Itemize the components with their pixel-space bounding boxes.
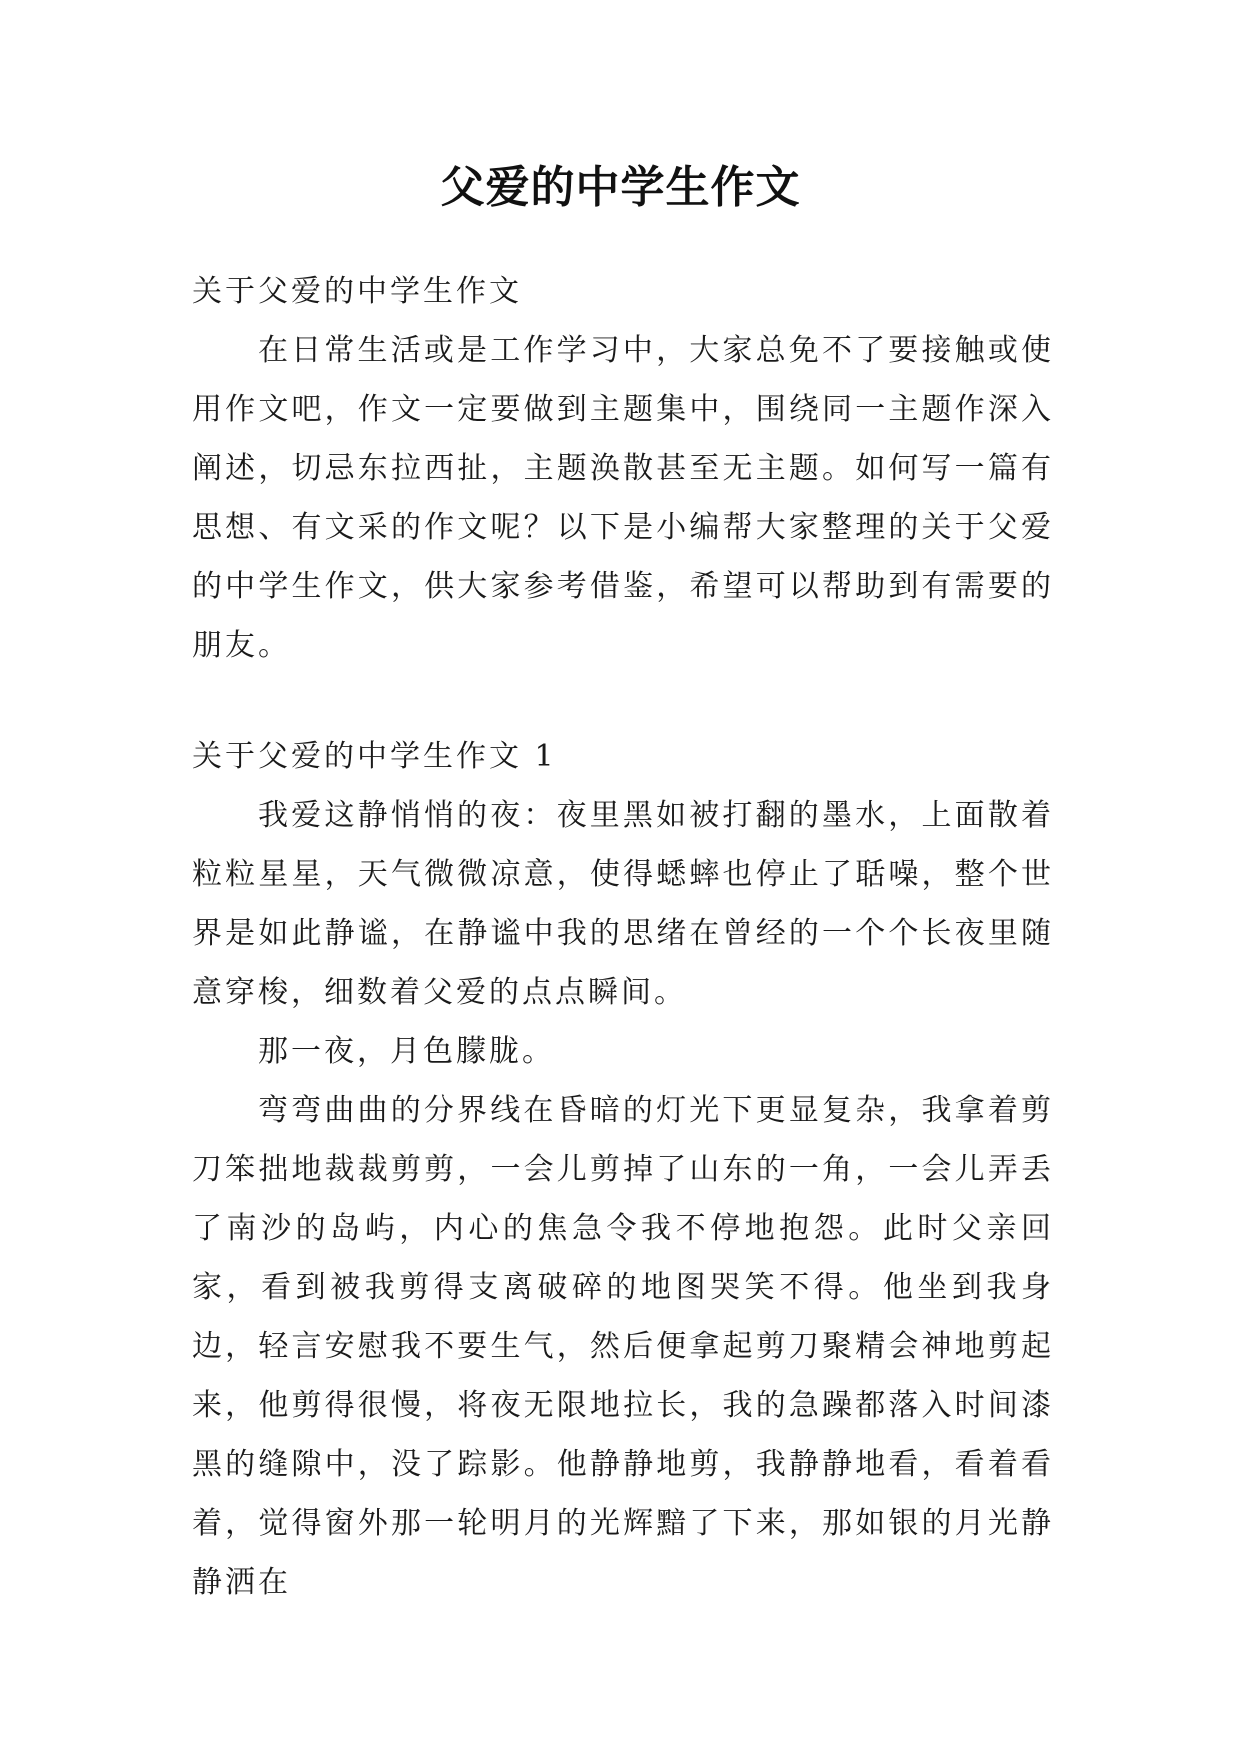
- intro-paragraph: 在日常生活或是工作学习中，大家总免不了要接触或使用作文吧，作文一定要做到主题集中，围绕同一主题作深入阐述，切忌东拉西扯，主题涣散甚至无主题。如何写一篇有思想、有文采的作文呢？以下是小编帮大家整理的关于父爱的中学生作文，供大家参考借鉴，希望可以帮助到有需要的朋友。: [192, 333, 1054, 663]
- document-body: [192, 262, 1054, 1612]
- section-gap: [192, 675, 1054, 727]
- essay1-paragraph-2: 那一夜，月色朦胧。: [258, 1034, 555, 1069]
- essay1-paragraph-3: 弯弯曲曲的分界线在昏暗的灯光下更显复杂，我拿着剪刀笨拙地裁裁剪剪，一会儿剪掉了山东的一角，一会儿弄丢了南沙的岛屿，内心的焦急令我不停地抱怨。此时父亲回家，看到被我剪得支离破碎的地图哭笑不得。他坐到我身边，轻言安慰我不要生气，然后便拿起剪刀聚精会神地剪起来，他剪得很慢，将夜无限地拉长，我的急躁都落入时间漆黑的缝隙中，没了踪影。他静静地剪，我静静地看，看着看着，觉得窗外那一轮明月的光辉黯了下来，那如银的月光静静洒在: [192, 1093, 1054, 1600]
- document-title: 父爱的中学生作文: [440, 162, 801, 213]
- essay1-heading: 关于父爱的中学生作文 1: [192, 739, 557, 774]
- intro-heading: 关于父爱的中学生作文: [192, 274, 522, 309]
- essay1-paragraph-1: 我爱这静悄悄的夜：夜里黑如被打翻的墨水，上面散着粒粒星星，天气微微凉意，使得蟋蟀也停止了聒噪，整个世界是如此静谧，在静谧中我的思绪在曾经的一个个长夜里随意穿梭，细数着父爱的点点瞬间。: [192, 798, 1054, 1010]
